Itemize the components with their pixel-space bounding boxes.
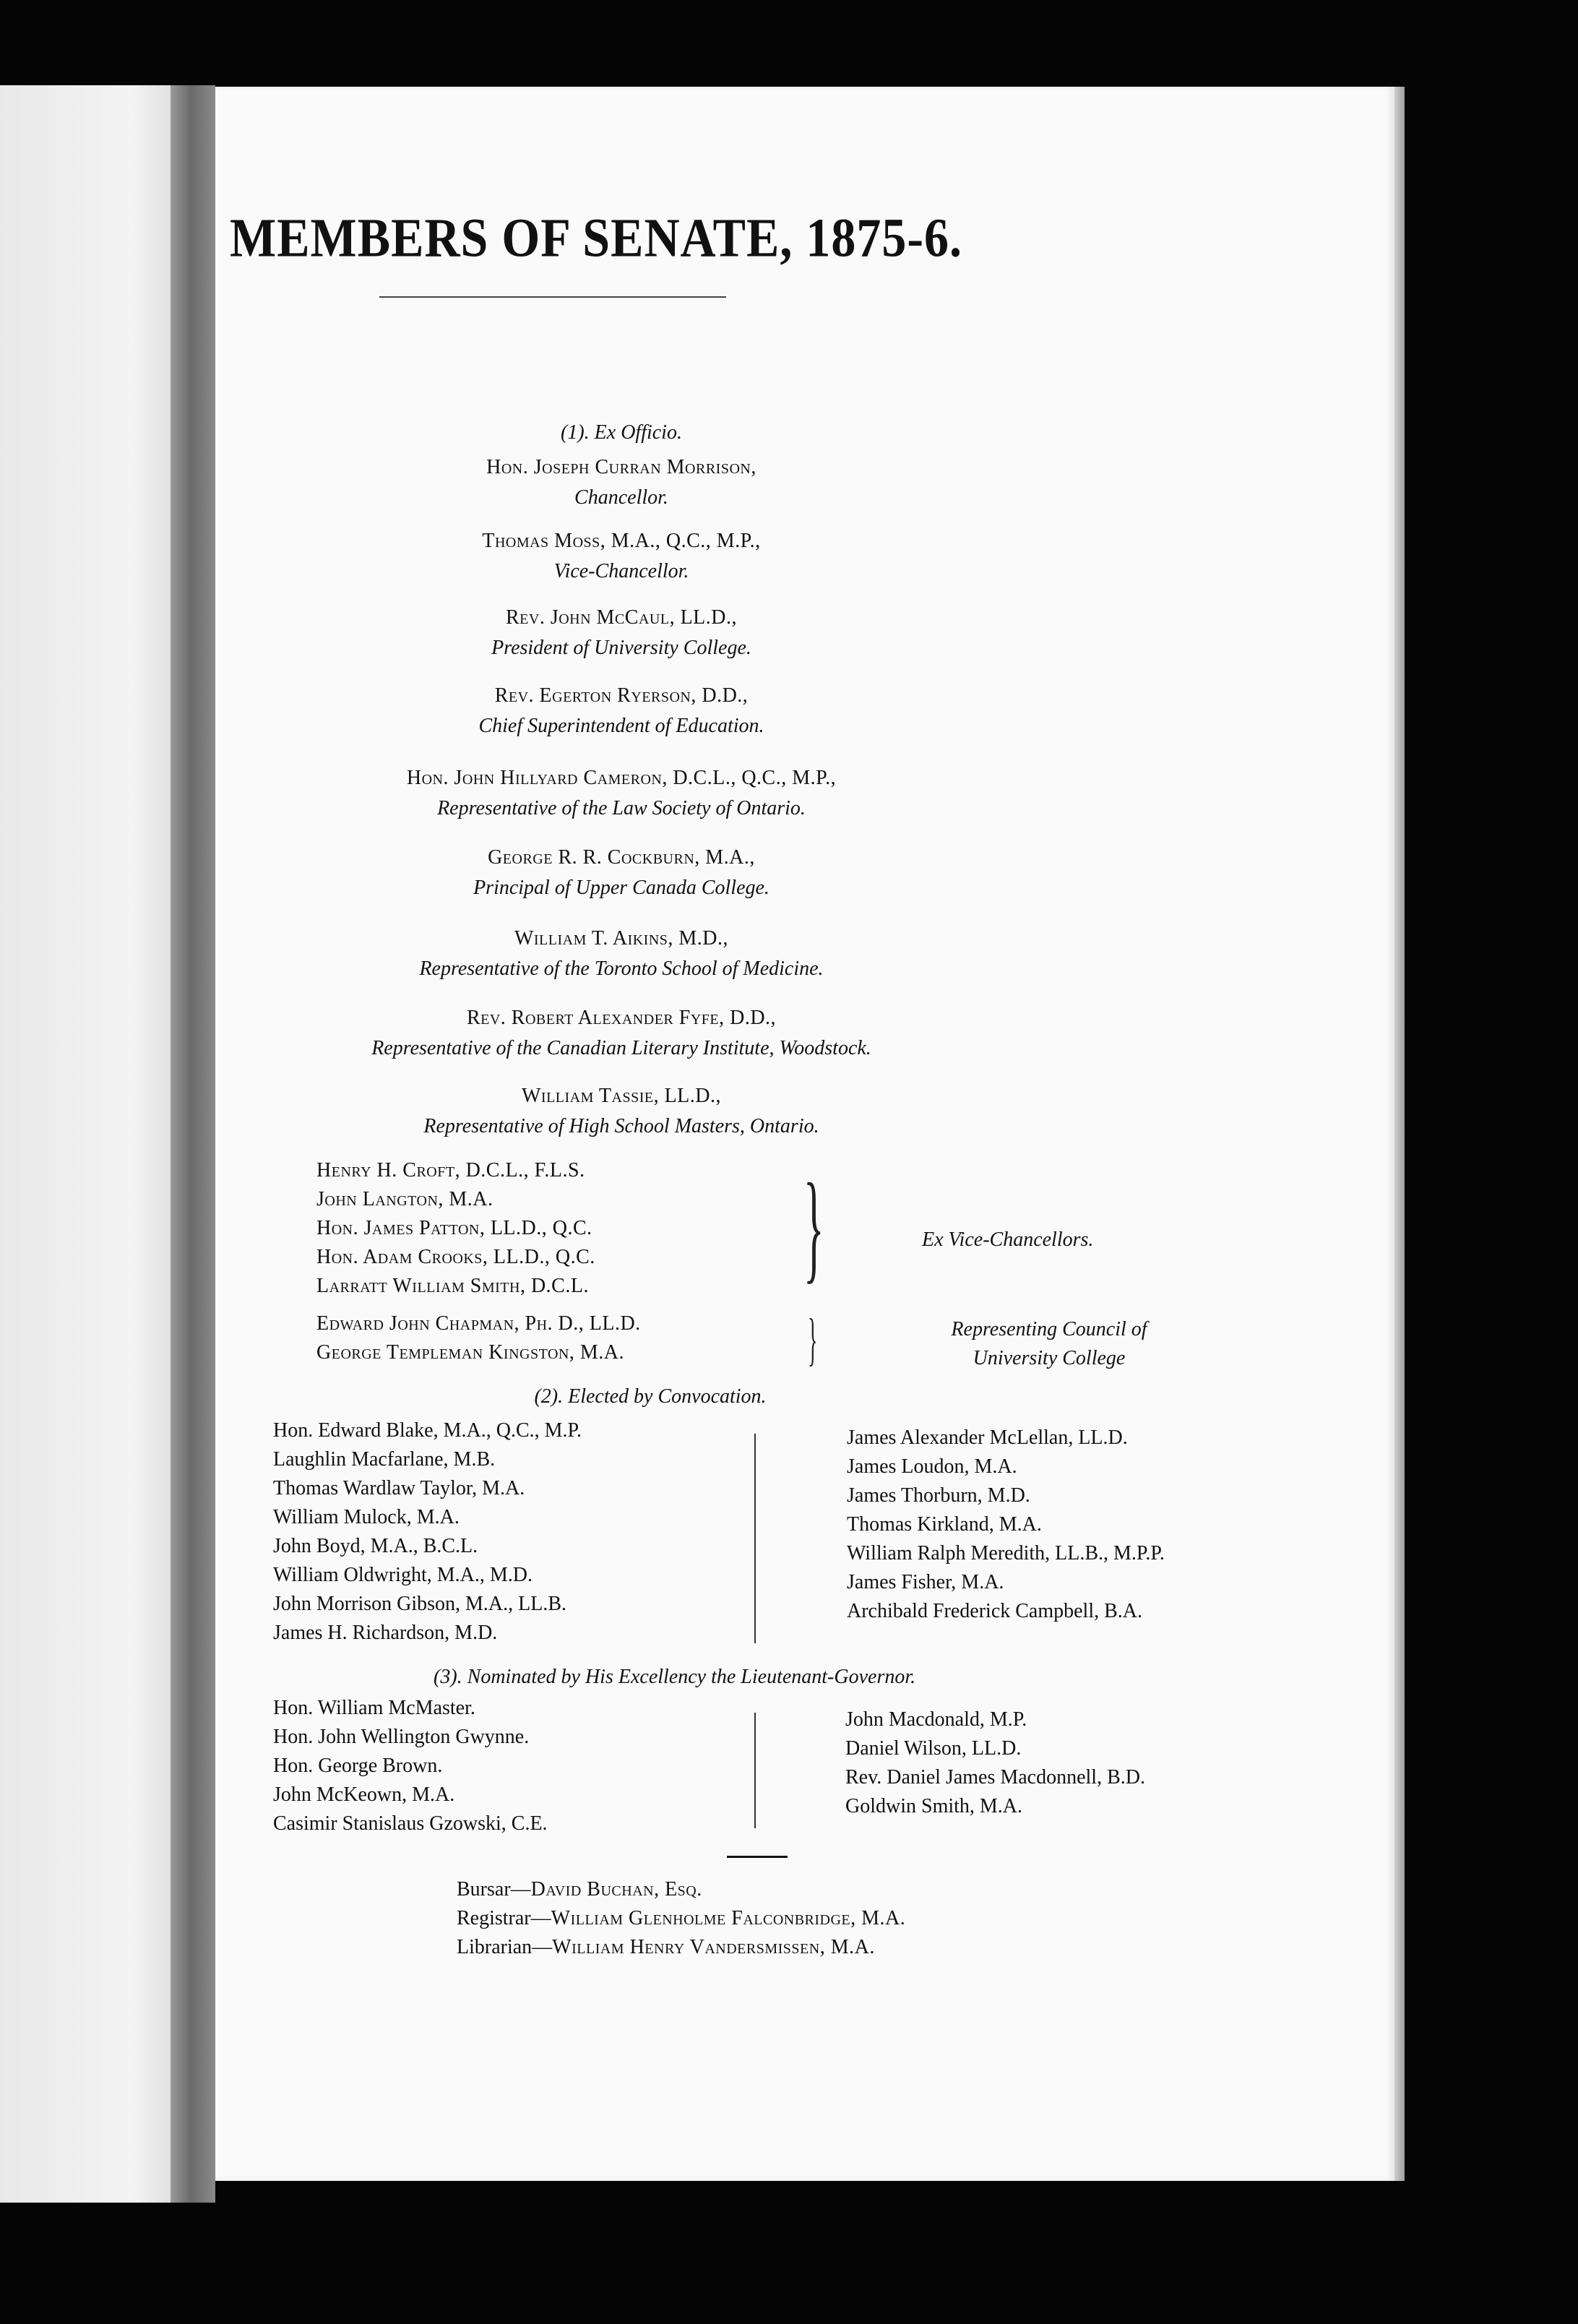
entry-name: Thomas Moss, M.A., Q.C., M.P., bbox=[482, 530, 761, 552]
ex-officio-entry bbox=[275, 681, 968, 741]
ex-officio-heading-text: (1). Ex Officio. bbox=[561, 421, 682, 444]
ex-vice-chancellors-list bbox=[316, 1156, 595, 1301]
list-item: Hon. George Brown. bbox=[273, 1755, 443, 1777]
list-item: John Morrison Gibson, M.A., LL.B. bbox=[273, 1593, 567, 1615]
officers-list bbox=[457, 1875, 905, 1962]
nominated-heading-text: (3). Nominated by His Excellency the Lieutenant-Governor. bbox=[434, 1666, 916, 1688]
list-item: Edward John Chapman, Ph. D., LL.D. bbox=[316, 1312, 641, 1335]
list-item: William Oldwright, M.A., M.D. bbox=[273, 1564, 533, 1586]
entry-role: President of University College. bbox=[491, 637, 751, 659]
entry-name: Rev. John McCaul, LL.D., bbox=[505, 606, 737, 629]
list-item: Daniel Wilson, LL.D. bbox=[845, 1737, 1022, 1760]
officer-label: Bursar— bbox=[457, 1878, 531, 1901]
page-edge bbox=[1394, 87, 1405, 2181]
list-item: Laughlin Macfarlane, M.B. bbox=[273, 1448, 496, 1471]
nominated-heading bbox=[434, 1662, 939, 1692]
entry-name: Hon. John Hillyard Cameron, D.C.L., Q.C., M.P., bbox=[406, 767, 837, 789]
entry-name: George R. R. Cockburn, M.A., bbox=[488, 846, 755, 869]
entry-role: Chief Superintendent of Education. bbox=[478, 715, 764, 737]
convocation-right-column bbox=[847, 1424, 1165, 1626]
section-rule bbox=[727, 1856, 788, 1858]
list-item: Rev. Daniel James Macdonnell, B.D. bbox=[845, 1766, 1145, 1789]
ex-officio-entry bbox=[275, 452, 968, 513]
officer-label: Librarian— bbox=[457, 1936, 553, 1958]
officer-row bbox=[457, 1875, 905, 1904]
list-item: Hon. Edward Blake, M.A., Q.C., M.P. bbox=[273, 1419, 582, 1442]
list-item: Hon. John Wellington Gwynne. bbox=[273, 1726, 530, 1748]
list-item: James Fisher, M.A. bbox=[847, 1571, 1004, 1593]
list-item: James Alexander McLellan, LL.D. bbox=[847, 1426, 1128, 1449]
council-label-line2: University College bbox=[973, 1347, 1126, 1369]
ex-officio-entry bbox=[275, 603, 968, 663]
officer-row bbox=[457, 1904, 905, 1933]
entry-role: Vice-Chancellor. bbox=[553, 560, 689, 582]
list-item: Hon. Adam Crooks, LL.D., Q.C. bbox=[316, 1246, 595, 1268]
list-item: William Ralph Meredith, LL.B., M.P.P. bbox=[847, 1542, 1165, 1565]
ex-officio-entry bbox=[275, 1003, 968, 1064]
entry-name: Hon. Joseph Curran Morrison, bbox=[486, 456, 756, 478]
council-list bbox=[316, 1309, 641, 1367]
right-brace: } bbox=[803, 1158, 824, 1294]
entry-role: Representative of the Toronto School of Medicine. bbox=[419, 957, 824, 980]
convocation-left-column bbox=[273, 1416, 582, 1648]
nominated-right-column bbox=[845, 1705, 1145, 1821]
entry-role: Principal of Upper Canada College. bbox=[473, 877, 769, 899]
right-brace-small: } bbox=[808, 1308, 818, 1372]
officer-row bbox=[457, 1933, 905, 1962]
list-item: Henry H. Croft, D.C.L., F.L.S. bbox=[316, 1159, 585, 1182]
entry-name: Rev. Egerton Ryerson, D.D., bbox=[494, 684, 749, 707]
council-label bbox=[912, 1315, 1186, 1373]
page-title: MEMBERS OF SENATE, 1875-6. bbox=[230, 207, 962, 269]
list-item: George Templeman Kingston, M.A. bbox=[316, 1341, 624, 1364]
ex-officio-entry bbox=[275, 1081, 968, 1142]
nominated-left-column bbox=[273, 1694, 548, 1838]
entry-name: Rev. Robert Alexander Fyfe, D.D., bbox=[466, 1007, 777, 1029]
officer-name: William Glenholme Falconbridge, M.A. bbox=[551, 1907, 906, 1929]
ex-vice-chancellors-label: Ex Vice-Chancellors. bbox=[922, 1228, 1094, 1251]
list-item: Goldwin Smith, M.A. bbox=[845, 1795, 1023, 1817]
list-item: John McKeown, M.A. bbox=[273, 1783, 455, 1806]
entry-name: William T. Aikins, M.D., bbox=[514, 927, 729, 950]
entry-role: Representative of the Law Society of Ontario. bbox=[437, 797, 806, 819]
column-separator bbox=[754, 1713, 756, 1828]
list-item: Casimir Stanislaus Gzowski, C.E. bbox=[273, 1812, 548, 1835]
ex-officio-heading bbox=[275, 418, 968, 448]
list-item: William Mulock, M.A. bbox=[273, 1506, 460, 1528]
list-item: Thomas Kirkland, M.A. bbox=[847, 1513, 1042, 1536]
entry-role: Representative of the Canadian Literary Institute, Woodstock. bbox=[371, 1037, 871, 1059]
book-gutter bbox=[171, 85, 215, 2203]
entry-role: Representative of High School Masters, Ontario. bbox=[423, 1115, 819, 1137]
list-item: Hon. James Patton, LL.D., Q.C. bbox=[316, 1217, 592, 1239]
list-item: James Loudon, M.A. bbox=[847, 1455, 1017, 1478]
list-item: John Boyd, M.A., B.C.L. bbox=[273, 1535, 478, 1557]
list-item: Archibald Frederick Campbell, B.A. bbox=[847, 1600, 1143, 1622]
list-item: Thomas Wardlaw Taylor, M.A. bbox=[273, 1477, 525, 1499]
list-item: Hon. William McMaster. bbox=[273, 1697, 475, 1719]
ex-officio-entry bbox=[275, 526, 968, 587]
ex-officio-entry bbox=[275, 924, 968, 984]
entry-role: Chancellor. bbox=[574, 486, 668, 509]
list-item: John Langton, M.A. bbox=[316, 1188, 493, 1210]
entry-name: William Tassie, LL.D., bbox=[522, 1085, 721, 1107]
column-separator bbox=[754, 1434, 756, 1643]
convocation-heading-text: (2). Elected by Convocation. bbox=[534, 1385, 767, 1408]
council-label-line1: Representing Council of bbox=[951, 1318, 1147, 1340]
list-item: James H. Richardson, M.D. bbox=[273, 1622, 498, 1644]
officer-label: Registrar— bbox=[457, 1907, 551, 1929]
ex-officio-entry bbox=[275, 763, 968, 824]
title-rule bbox=[379, 296, 726, 298]
list-item: John Macdonald, M.P. bbox=[845, 1708, 1027, 1731]
officer-name: David Buchan, Esq. bbox=[530, 1878, 702, 1901]
officer-name: William Henry Vandersmissen, M.A. bbox=[552, 1936, 875, 1958]
list-item: Larratt William Smith, D.C.L. bbox=[316, 1275, 589, 1297]
ex-officio-entry bbox=[275, 843, 968, 903]
list-item: James Thorburn, M.D. bbox=[847, 1484, 1030, 1507]
convocation-heading bbox=[303, 1382, 997, 1412]
left-page bbox=[0, 85, 189, 2203]
